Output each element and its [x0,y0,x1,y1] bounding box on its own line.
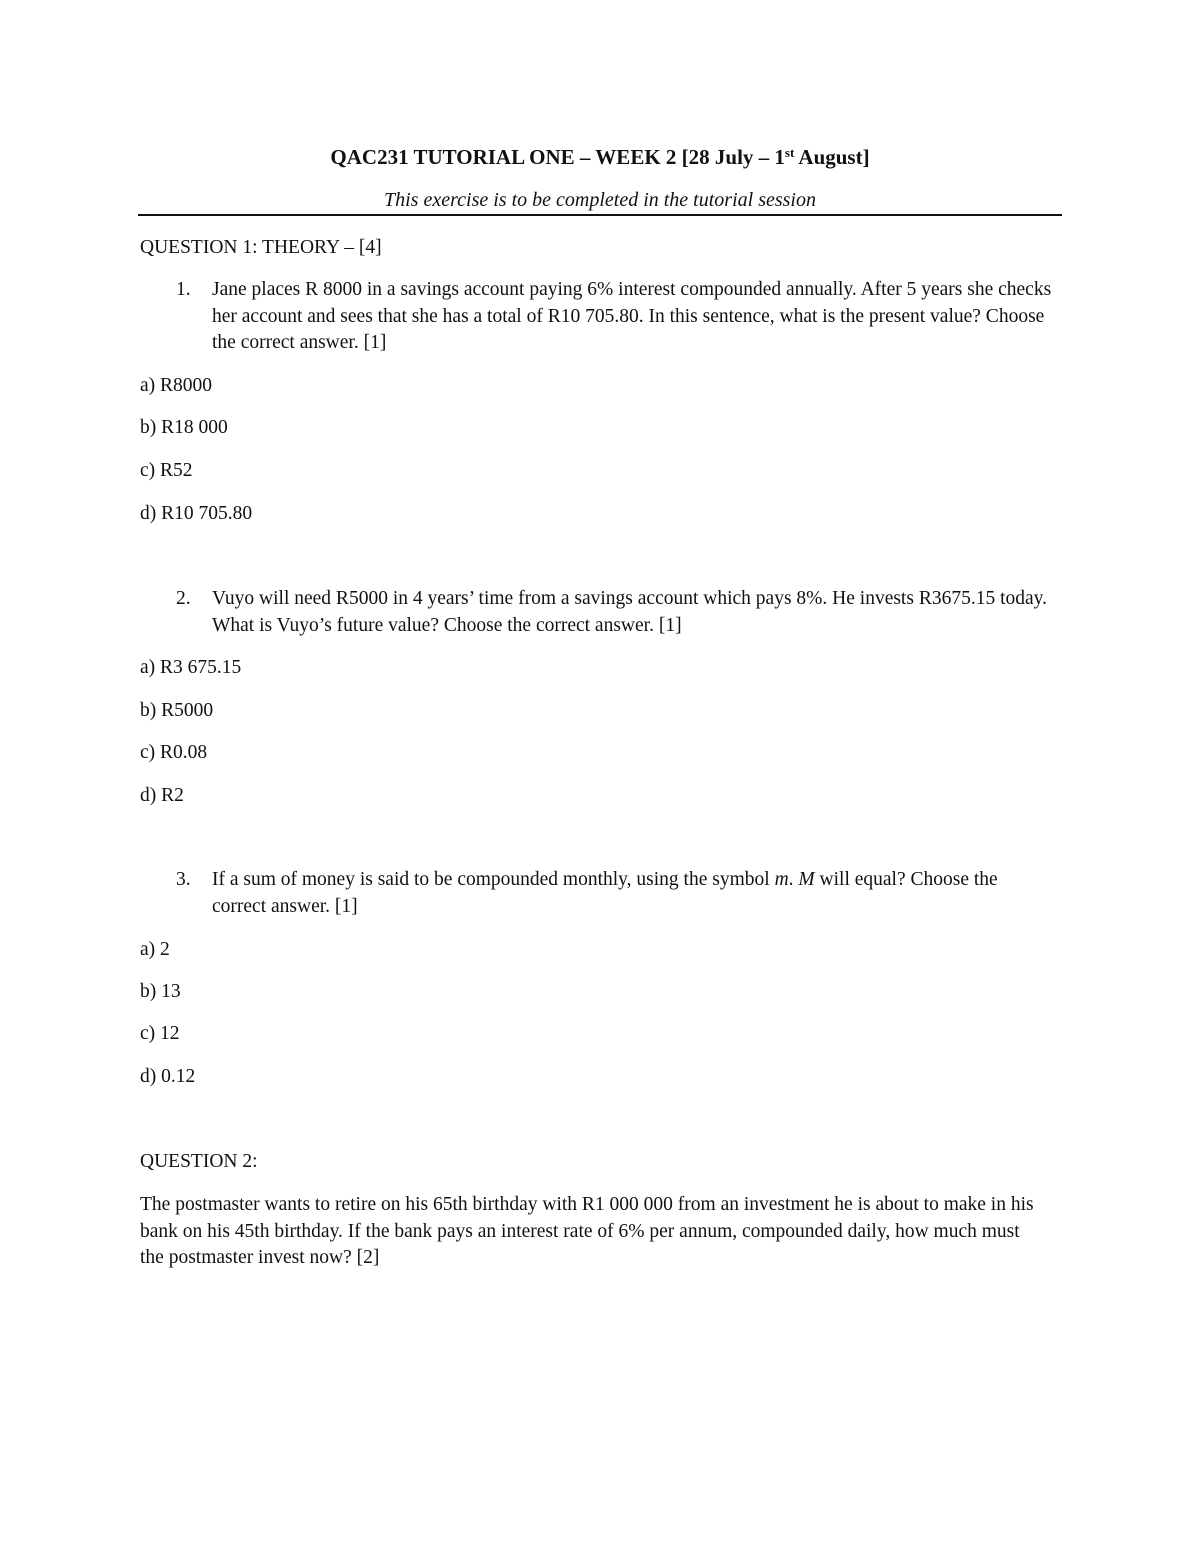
item2-option-d: d) R2 [140,785,184,806]
question1-heading: QUESTION 1: THEORY – [4] [140,237,382,258]
item-text: Vuyo will need R5000 in 4 years’ time from a savings account which pays 8%. He invests R3675.15 today. What is Vuyo’s future value? Choose the correct answer. [1] [212,588,1048,636]
title-text-end: August] [794,145,870,169]
item-text-part: . [788,869,799,890]
item-text [212,867,1056,920]
question1-item-3 [176,867,1056,920]
question2-heading: QUESTION 2: [140,1151,258,1172]
question1-item-2 [176,586,1056,639]
title-text: QAC231 TUTORIAL ONE – WEEK 2 [28 July – 1 [330,145,785,169]
item2-option-b: b) R5000 [140,700,214,721]
item-text-part: will equal? Choose the correct answer. [1] [212,869,998,917]
item1-option-b: b) R18 000 [140,417,228,438]
document-subtitle: This exercise is to be completed in the tutorial session [384,189,816,211]
item3-option-d: d) 0.12 [140,1066,196,1087]
item3-option-a: a) 2 [140,939,170,960]
item2-option-c: c) R0.08 [140,742,208,763]
question1-item-1 [176,277,1056,357]
header-divider [138,214,1062,216]
item3-option-c: c) 12 [140,1023,180,1044]
item3-option-b: b) 13 [140,981,181,1002]
item2-option-a: a) R3 675.15 [140,657,242,678]
document-title [0,142,1200,172]
item-number: 1. [176,279,191,300]
question2-text: The postmaster wants to retire on his 65th birthday with R1 000 000 from an investment he is about to make in his bank on his 45th birthday. If the bank pays an interest rate of 6% per annum, compounded daily, how much must the postmaster invest now? [2] [140,1194,1034,1269]
item-text: Jane places R 8000 in a savings account paying 6% interest compounded annually. After 5 years she checks her account and sees that she has a total of R10 705.80. In this sentence, what is the present value? Choose the correct answer. [1] [212,279,1052,354]
item1-option-a: a) R8000 [140,375,213,396]
title-superscript: st [784,145,795,160]
item1-option-d: d) R10 705.80 [140,503,253,524]
item-text-part: If a sum of money is said to be compounded monthly, using the symbol [212,869,775,890]
symbol-M: M [798,869,815,890]
item-number: 2. [176,588,191,609]
item1-option-c: c) R52 [140,460,193,481]
symbol-m: m [774,869,789,890]
item-number: 3. [176,869,191,890]
